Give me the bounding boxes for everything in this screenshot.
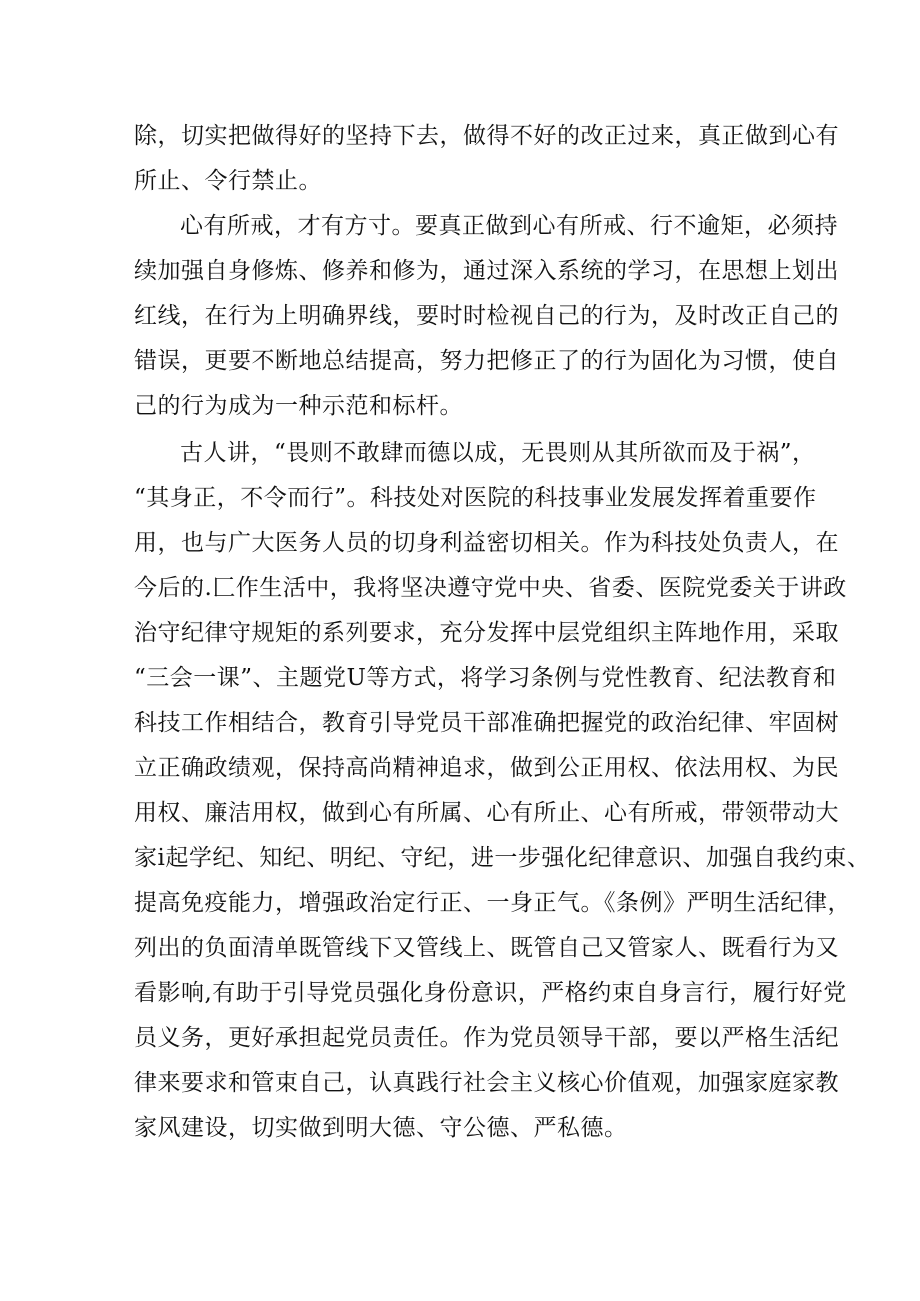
text-line: 家风建设，切实做到明大德、守公德、严私德。 xyxy=(134,1115,628,1141)
text-line: 科技工作相结合，教育引导党员干部准确把握党的政治纪律、牢固树 xyxy=(134,710,839,736)
text-line: 员义务，更好承担起党员责任。作为党员领导干部，要以严格生活纪 xyxy=(134,1025,839,1051)
text-line: 除，切实把做得好的坚持下去，做得不好的改正过来，真正做到心有 xyxy=(134,123,839,149)
text-line: 所止、令行禁止。 xyxy=(134,168,322,194)
text-line: 提高免疫能力，增强政治定行正、一身正气。《条例》严明生活纪律， xyxy=(134,890,851,916)
text-line: 看影响,有助于引导党员强化身份意识，严格约束自身言行，履行好党 xyxy=(134,980,847,1006)
paragraph-2 xyxy=(134,204,839,429)
text-line: “三会一课”、主题党U等方式，将学习条例与党性教育、纪法教育和 xyxy=(134,665,837,691)
text-line: 续加强自身修炼、修养和修为，通过深入系统的学习，在思想上划出 xyxy=(134,258,839,284)
text-line: “其身正，不令而行”。科技处对医院的科技事业发展发挥着重要作 xyxy=(134,485,817,511)
text-line: 心有所戒，才有方寸。要真正做到心有所戒、行不逾矩，必须持 xyxy=(180,213,838,239)
text-line: 红线，在行为上明确界线，要时时检视自己的行为，及时改正自己的 xyxy=(134,303,839,329)
text-line: 古人讲，“畏则不敢肆而德以成，无畏则从其所欲而及于祸”， xyxy=(180,440,816,466)
document-body xyxy=(134,114,871,1151)
text-line: 己的行为成为一种示范和标杆。 xyxy=(134,393,463,419)
text-line: 错误，更要不断地总结提高，努力把修正了的行为固化为习惯，使自 xyxy=(134,348,839,374)
text-line: 用，也与广大医务人员的切身利益密切相关。作为科技处负责人，在 xyxy=(134,530,839,556)
text-line: 治守纪律守规矩的系列要求，充分发挥中层党组织主阵地作用，采取 xyxy=(134,620,839,646)
paragraph-3 xyxy=(134,431,871,1151)
text-line: 今后的.匚作生活中，我将坚决遵守党中央、省委、医院党委关于讲政 xyxy=(134,575,847,601)
text-line: 用权、廉洁用权，做到心有所属、心有所止、心有所戒，带领带动大 xyxy=(134,800,839,826)
text-line: 列出的负面清单既管线下又管线上、既管自己又管家人、既看行为又 xyxy=(134,935,839,961)
paragraph-1 xyxy=(134,114,839,204)
text-line: 律来要求和管束自己，认真践行社会主义核心价值观，加强家庭家教 xyxy=(134,1070,839,1096)
text-line: 家i起学纪、知纪、明纪、守纪，进一步强化纪律意识、加强自我约束、 xyxy=(134,845,871,871)
text-line: 立正确政绩观，保持高尚精神追求，做到公正用权、依法用权、为民 xyxy=(134,755,839,781)
